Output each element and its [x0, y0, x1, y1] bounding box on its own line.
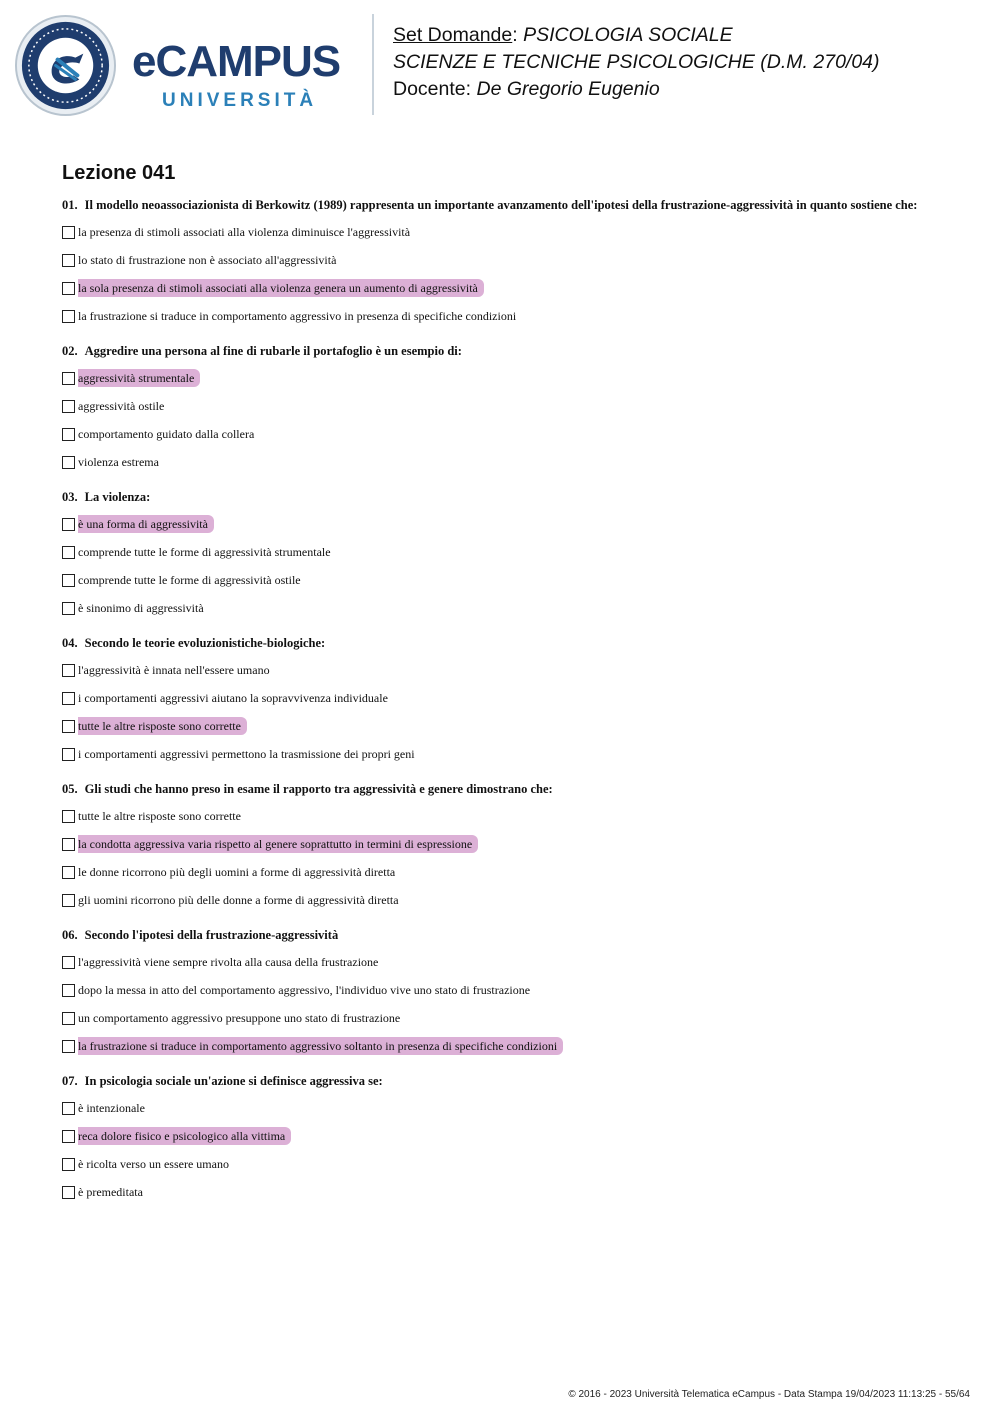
answer-option[interactable] — [62, 660, 962, 680]
answer-option-highlighted[interactable] — [62, 716, 962, 736]
answer-option[interactable] — [62, 250, 962, 270]
question-number: 05. — [62, 782, 78, 796]
answer-checkbox[interactable] — [62, 866, 75, 879]
answer-option[interactable] — [62, 396, 962, 416]
course-name: SCIENZE E TECNICHE PSICOLOGICHE (D.M. 270/04) — [393, 51, 880, 73]
answer-label: la frustrazione si traduce in comportamento aggressivo soltanto in presenza di specifiche condizioni — [78, 1037, 563, 1055]
answer-label: le donne ricorrono più degli uomini a forme di aggressività diretta — [78, 865, 396, 879]
answer-option[interactable] — [62, 1098, 962, 1118]
answer-checkbox[interactable] — [62, 692, 75, 705]
question-number: 02. — [62, 344, 78, 358]
answer-label: è ricolta verso un essere umano — [78, 1157, 229, 1171]
answer-checkbox[interactable] — [62, 838, 75, 851]
answer-label: è premeditata — [78, 1185, 143, 1199]
page-header — [0, 0, 1000, 130]
answer-checkbox[interactable] — [62, 1012, 75, 1025]
answer-label: aggressività strumentale — [78, 369, 200, 387]
answer-label: è intenzionale — [78, 1101, 145, 1115]
question-block — [62, 780, 962, 910]
lesson-title: Lezione 041 — [62, 162, 176, 184]
answer-label: la frustrazione si traduce in comportamento aggressivo in presenza di specifiche condizioni — [78, 309, 517, 323]
answer-label: i comportamenti aggressivi permettono la trasmissione dei propri geni — [78, 747, 415, 761]
answer-option[interactable] — [62, 452, 962, 472]
question-text — [62, 780, 962, 798]
question-number: 06. — [62, 928, 78, 942]
answer-label: la condotta aggressiva varia rispetto al genere soprattutto in termini di espressione — [78, 835, 478, 853]
answer-option[interactable] — [62, 688, 962, 708]
university-seal-icon — [14, 14, 117, 117]
answer-option[interactable] — [62, 890, 962, 910]
question-number: 07. — [62, 1074, 78, 1088]
course-info — [393, 22, 880, 103]
answer-option-highlighted[interactable] — [62, 514, 962, 534]
answer-label: lo stato di frustrazione non è associato all'aggressività — [78, 253, 337, 267]
answer-option-highlighted[interactable] — [62, 1126, 962, 1146]
question-prompt: Gli studi che hanno preso in esame il rapporto tra aggressività e genere dimostrano che: — [84, 782, 553, 796]
answer-option[interactable] — [62, 1182, 962, 1202]
question-prompt: Secondo le teorie evoluzionistiche-biologiche: — [84, 636, 326, 650]
teacher-line — [393, 76, 880, 103]
answer-checkbox[interactable] — [62, 518, 75, 531]
question-number: 01. — [62, 198, 78, 212]
answer-checkbox[interactable] — [62, 310, 75, 323]
answer-checkbox[interactable] — [62, 748, 75, 761]
answer-option[interactable] — [62, 862, 962, 882]
answer-option[interactable] — [62, 424, 962, 444]
answer-option-highlighted[interactable] — [62, 278, 962, 298]
header-divider — [372, 14, 374, 115]
answer-checkbox[interactable] — [62, 956, 75, 969]
answer-label: comprende tutte le forme di aggressività strumentale — [78, 545, 331, 559]
answer-checkbox[interactable] — [62, 984, 75, 997]
answer-checkbox[interactable] — [62, 574, 75, 587]
question-number: 03. — [62, 490, 78, 504]
answer-option[interactable] — [62, 222, 962, 242]
teacher-name: De Gregorio Eugenio — [476, 78, 660, 100]
answer-label: è una forma di aggressività — [78, 515, 214, 533]
question-block — [62, 926, 962, 1056]
answer-label: gli uomini ricorrono più delle donne a forme di aggressività diretta — [78, 893, 399, 907]
answer-checkbox[interactable] — [62, 282, 75, 295]
answer-label: l'aggressività è innata nell'essere umano — [78, 663, 270, 677]
question-prompt: Il modello neoassociazionista di Berkowitz (1989) rappresenta un importante avanzamento dell'ipotesi della frustrazione-aggressività in quanto sostiene che: — [84, 198, 918, 212]
answer-label: reca dolore fisico e psicologico alla vittima — [78, 1127, 291, 1145]
answer-checkbox[interactable] — [62, 400, 75, 413]
question-block — [62, 342, 962, 472]
course-line — [393, 49, 880, 76]
question-block — [62, 634, 962, 764]
answer-checkbox[interactable] — [62, 1040, 75, 1053]
answer-option[interactable] — [62, 570, 962, 590]
answer-option-highlighted[interactable] — [62, 368, 962, 388]
answer-checkbox[interactable] — [62, 1102, 75, 1115]
answer-label: l'aggressività viene sempre rivolta alla causa della frustrazione — [78, 955, 379, 969]
question-prompt: In psicologia sociale un'azione si definisce aggressiva se: — [84, 1074, 383, 1088]
teacher-label: Docente: — [393, 78, 472, 100]
question-block — [62, 196, 962, 326]
answer-option[interactable] — [62, 980, 962, 1000]
question-list — [62, 196, 962, 1218]
logo-wordmark: eCAMPUS — [132, 37, 341, 86]
logo-subtitle: UNIVERSITÀ — [162, 90, 318, 111]
answer-label: un comportamento aggressivo presuppone uno stato di frustrazione — [78, 1011, 401, 1025]
answer-option[interactable] — [62, 952, 962, 972]
question-text — [62, 342, 962, 360]
question-text — [62, 926, 962, 944]
answer-label: la presenza di stimoli associati alla violenza diminuisce l'aggressività — [78, 225, 411, 239]
answer-label: la sola presenza di stimoli associati alla violenza genera un aumento di aggressività — [78, 279, 484, 297]
question-prompt: La violenza: — [84, 490, 151, 504]
answer-label: è sinonimo di aggressività — [78, 601, 204, 615]
subject-line: Set Domande: PSICOLOGIA SOCIALE — [393, 24, 733, 46]
answer-label: dopo la messa in atto del comportamento aggressivo, l'individuo vive uno stato di frustrazione — [78, 983, 531, 997]
answer-checkbox[interactable] — [62, 810, 75, 823]
answer-checkbox[interactable] — [62, 720, 75, 733]
answer-checkbox[interactable] — [62, 254, 75, 267]
answer-option-highlighted[interactable] — [62, 1036, 962, 1056]
answer-option-highlighted[interactable] — [62, 834, 962, 854]
answer-checkbox[interactable] — [62, 428, 75, 441]
answer-label: i comportamenti aggressivi aiutano la sopravvivenza individuale — [78, 691, 388, 705]
question-text — [62, 488, 962, 506]
question-number: 04. — [62, 636, 78, 650]
set-label: Set Domande — [393, 24, 513, 46]
answer-checkbox[interactable] — [62, 1158, 75, 1171]
answer-option[interactable] — [62, 806, 962, 826]
question-prompt: Secondo l'ipotesi della frustrazione-aggressività — [84, 928, 339, 942]
question-prompt: Aggredire una persona al fine di rubarle il portafoglio è un esempio di: — [84, 344, 462, 358]
page-footer: © 2016 - 2023 Università Telematica eCampus - Data Stampa 19/04/2023 11:13:25 - 55/64 — [568, 1389, 970, 1400]
answer-checkbox[interactable] — [62, 1130, 75, 1143]
ecampus-logo — [14, 14, 359, 118]
question-text — [62, 196, 962, 214]
question-block — [62, 488, 962, 618]
answer-checkbox[interactable] — [62, 894, 75, 907]
answer-checkbox[interactable] — [62, 546, 75, 559]
answer-option[interactable] — [62, 744, 962, 764]
question-text — [62, 634, 962, 652]
answer-checkbox[interactable] — [62, 226, 75, 239]
answer-label: violenza estrema — [78, 455, 159, 469]
answer-option[interactable] — [62, 542, 962, 562]
answer-option[interactable] — [62, 306, 962, 326]
answer-label: tutte le altre risposte sono corrette — [78, 809, 241, 823]
answer-option[interactable] — [62, 598, 962, 618]
answer-label: aggressività ostile — [78, 399, 165, 413]
answer-checkbox[interactable] — [62, 456, 75, 469]
answer-label: comportamento guidato dalla collera — [78, 427, 255, 441]
answer-checkbox[interactable] — [62, 372, 75, 385]
answer-option[interactable] — [62, 1154, 962, 1174]
answer-option[interactable] — [62, 1008, 962, 1028]
answer-label: comprende tutte le forme di aggressività ostile — [78, 573, 301, 587]
subject-name: PSICOLOGIA SOCIALE — [523, 24, 733, 46]
answer-checkbox[interactable] — [62, 602, 75, 615]
answer-label: tutte le altre risposte sono corrette — [78, 717, 247, 735]
question-text — [62, 1072, 962, 1090]
answer-checkbox[interactable] — [62, 1186, 75, 1199]
answer-checkbox[interactable] — [62, 664, 75, 677]
question-block — [62, 1072, 962, 1202]
